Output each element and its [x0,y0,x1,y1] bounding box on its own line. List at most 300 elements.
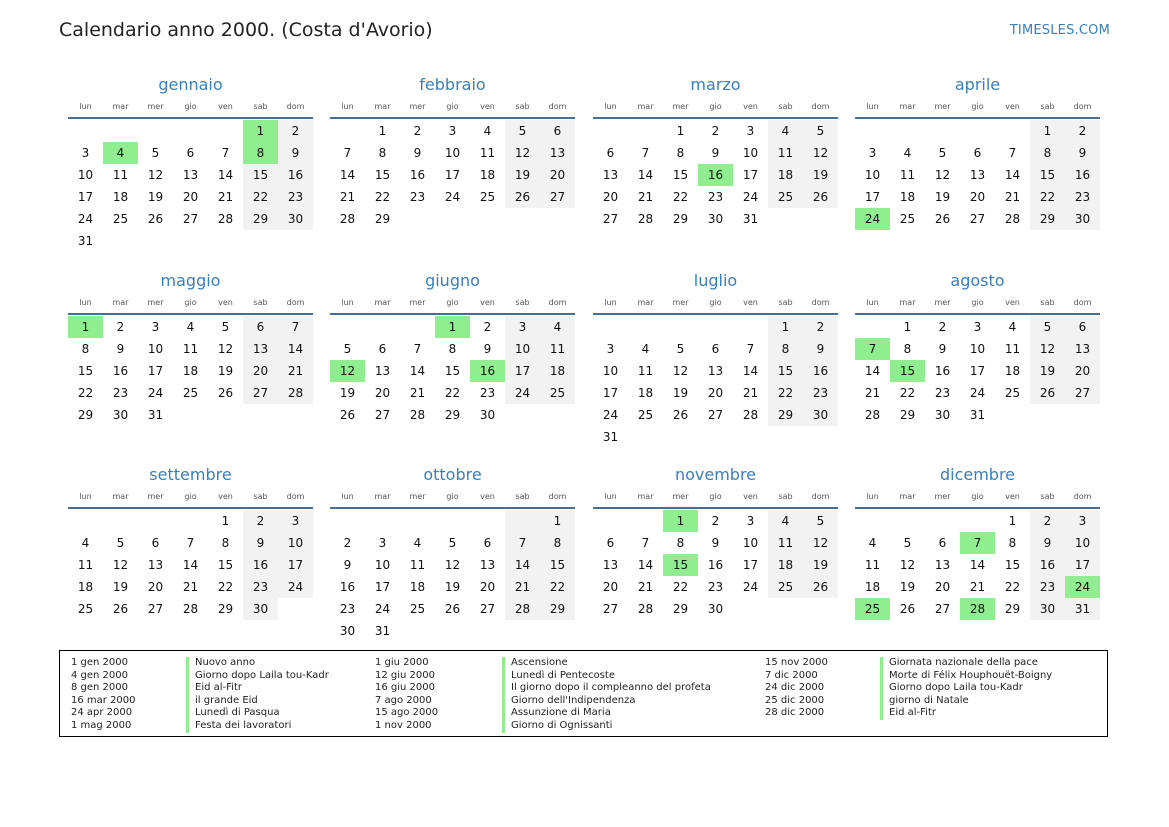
legend-entry: Giorno dopo Laila tou-Kadr [889,682,1023,694]
weekday-label: gio [709,492,722,501]
legend-entry: giorno di Natale [889,694,969,706]
day-cell: 10 [147,342,164,356]
day-cell: 20 [602,580,619,594]
legend-entry: 15 nov 2000 [765,657,828,668]
day-cell: 20 [540,164,575,186]
day-cell: 4 [641,342,650,356]
weekday-label: mar [112,298,129,307]
day-cell: 29 [217,602,234,616]
day-cell: 17 [77,190,94,204]
empty-day-cell [173,120,208,142]
day-cell: 16 [803,360,838,382]
day-cell: 15 [77,364,94,378]
month-luglio [593,271,838,448]
day-grid [855,510,1100,620]
day-cell: 4 [868,536,877,550]
brand-link[interactable]: TIMESLES.COM [1009,23,1110,38]
weekday-label: sab [253,102,268,111]
weekday-label: ven [218,492,233,501]
day-cell: 12 [147,168,164,182]
day-cell: 9 [803,338,838,360]
holiday-day-cell: 24 [855,208,890,230]
day-cell: 16 [112,364,129,378]
holiday-legend [59,650,1108,737]
weekday-label: gio [446,102,459,111]
day-cell: 14 [217,168,234,182]
day-cell: 9 [1065,142,1100,164]
weekday-label: lun [866,102,879,111]
legend-entry: 8 gen 2000 [71,682,129,694]
day-cell: 27 [243,382,278,404]
day-cell: 6 [606,536,615,550]
legend-entry: 25 dic 2000 [765,694,825,706]
day-cell: 10 [444,146,461,160]
day-cell: 14 [1004,168,1021,182]
header-rule [68,117,313,119]
day-cell: 17 [864,190,881,204]
weekday-label: lun [341,298,354,307]
day-cell: 8 [540,532,575,554]
legend-entry: Eid al-Fitr [889,707,936,719]
day-cell: 11 [768,142,803,164]
day-cell: 21 [637,580,654,594]
day-cell: 14 [637,558,654,572]
empty-day-cell [995,120,1030,142]
day-cell: 2 [938,320,947,334]
day-cell: 16 [409,168,426,182]
day-cell: 30 [339,624,356,638]
day-cell: 11 [637,364,654,378]
weekday-label: sab [253,298,268,307]
legend-names-col2 [502,657,711,733]
day-cell: 5 [151,146,160,160]
day-cell: 26 [934,212,951,226]
weekday-label: gio [446,298,459,307]
day-cell: 14 [969,558,986,572]
day-cell: 18 [479,168,496,182]
day-cell: 8 [448,342,457,356]
day-cell: 11 [112,168,129,182]
day-cell: 26 [803,576,838,598]
month-name: ottobre [423,465,482,484]
legend-entry: 7 ago 2000 [375,694,432,706]
holiday-day-cell: 16 [698,164,733,186]
day-grid [68,316,313,426]
month-dicembre [855,465,1100,620]
legend-entry: Lunedì di Pentecoste [511,669,615,681]
day-cell: 20 [1065,360,1100,382]
day-cell: 25 [540,382,575,404]
day-cell: 7 [186,536,195,550]
day-cell: 2 [803,316,838,338]
day-cell: 29 [899,408,916,422]
day-cell: 19 [1030,360,1065,382]
day-cell: 27 [540,186,575,208]
day-cell: 6 [186,146,195,160]
day-cell: 15 [374,168,391,182]
day-cell: 14 [742,364,759,378]
day-cell: 16 [934,364,951,378]
day-cell: 4 [903,146,912,160]
weekday-label: gio [446,492,459,501]
day-cell: 24 [505,382,540,404]
empty-day-cell [138,510,173,532]
day-cell: 13 [540,142,575,164]
day-cell: 18 [1004,364,1021,378]
empty-day-cell [103,510,138,532]
day-cell: 14 [182,558,199,572]
day-cell: 21 [505,576,540,598]
empty-day-cell [890,510,925,532]
weekday-label: ven [1005,298,1020,307]
day-cell: 27 [182,212,199,226]
month-name: marzo [690,75,741,94]
day-cell: 19 [444,580,461,594]
day-cell: 3 [151,320,160,334]
day-cell: 29 [374,212,391,226]
day-cell: 28 [637,212,654,226]
month-maggio [68,271,313,426]
weekday-header [855,98,1100,115]
day-cell: 22 [374,190,391,204]
day-cell: 25 [77,602,94,616]
day-cell: 27 [934,602,951,616]
day-cell: 19 [672,386,689,400]
day-cell: 23 [243,576,278,598]
day-cell: 12 [1030,338,1065,360]
day-grid [68,510,313,620]
weekday-header [330,294,575,311]
weekday-label: lun [866,298,879,307]
day-grid [330,510,575,642]
day-cell: 25 [182,386,199,400]
day-cell: 29 [672,212,689,226]
day-cell: 26 [1030,382,1065,404]
day-cell: 27 [1065,382,1100,404]
legend-entry: Festa dei lavoratori [195,719,292,731]
day-cell: 21 [339,190,356,204]
weekday-label: dom [1073,492,1092,501]
holiday-day-cell: 12 [330,360,365,382]
day-cell: 7 [343,146,352,160]
weekday-label: mer [672,298,689,307]
day-cell: 31 [147,408,164,422]
day-cell: 10 [969,342,986,356]
day-cell: 8 [81,342,90,356]
day-cell: 7 [221,146,230,160]
day-cell: 11 [409,558,426,572]
empty-day-cell [890,120,925,142]
day-cell: 16 [1065,164,1100,186]
legend-dates-col2 [375,657,438,733]
day-cell: 11 [864,558,881,572]
day-cell: 8 [1030,142,1065,164]
legend-entry: 24 apr 2000 [71,707,133,719]
day-cell: 17 [602,386,619,400]
legend-dates-col3 [765,657,828,720]
day-cell: 30 [1030,598,1065,620]
header-rule [330,313,575,315]
empty-day-cell [208,120,243,142]
legend-entry: il grande Eid [195,694,258,706]
legend-entry: 16 mar 2000 [71,694,136,706]
day-cell: 21 [969,580,986,594]
day-cell: 8 [903,342,912,356]
legend-entry: Il giorno dopo il compleanno del profeta [511,682,711,694]
day-cell: 25 [768,186,803,208]
day-cell: 22 [672,580,689,594]
month-name: dicembre [939,465,1016,484]
day-cell: 19 [217,364,234,378]
day-cell: 10 [602,364,619,378]
empty-day-cell [925,120,960,142]
day-cell: 25 [1004,386,1021,400]
day-cell: 10 [742,146,759,160]
day-cell: 25 [899,212,916,226]
empty-day-cell [593,120,628,142]
empty-day-cell [330,120,365,142]
day-cell: 24 [77,212,94,226]
day-cell: 13 [969,168,986,182]
month-gennaio [68,75,313,252]
holiday-day-cell: 1 [243,120,278,142]
day-cell: 8 [676,536,685,550]
day-cell: 28 [217,212,234,226]
day-cell: 22 [217,580,234,594]
day-cell: 15 [540,554,575,576]
day-cell: 28 [182,602,199,616]
day-cell: 18 [768,164,803,186]
day-cell: 22 [540,576,575,598]
day-cell: 12 [899,558,916,572]
day-cell: 17 [1065,554,1100,576]
day-grid [593,510,838,620]
day-cell: 26 [147,212,164,226]
day-cell: 20 [969,190,986,204]
day-cell: 19 [112,580,129,594]
month-ottobre [330,465,575,642]
day-cell: 12 [803,142,838,164]
day-cell: 3 [1065,510,1100,532]
empty-day-cell [855,120,890,142]
month-name: febbraio [419,75,486,94]
day-cell: 12 [934,168,951,182]
day-cell: 3 [278,510,313,532]
day-cell: 27 [147,602,164,616]
day-cell: 30 [278,208,313,230]
empty-day-cell [68,510,103,532]
weekday-header [330,488,575,505]
holiday-day-cell: 15 [890,360,925,382]
weekday-label: mer [672,102,689,111]
day-cell: 20 [934,580,951,594]
day-cell: 6 [243,316,278,338]
month-name: giugno [425,271,480,290]
weekday-label: mar [637,492,654,501]
day-cell: 25 [479,190,496,204]
day-cell: 4 [483,124,492,138]
weekday-label: lun [604,298,617,307]
weekday-label: dom [548,298,567,307]
holiday-day-cell: 1 [435,316,470,338]
day-cell: 28 [864,408,881,422]
day-cell: 8 [221,536,230,550]
legend-entry: Giorno dopo Laila tou-Kadr [195,669,329,681]
weekday-label: gio [184,492,197,501]
empty-day-cell [698,316,733,338]
day-cell: 23 [278,186,313,208]
day-cell: 29 [243,208,278,230]
empty-day-cell [593,510,628,532]
weekday-label: sab [515,298,530,307]
day-cell: 28 [637,602,654,616]
weekday-label: mer [672,492,689,501]
day-cell: 26 [899,602,916,616]
day-cell: 13 [243,338,278,360]
day-cell: 18 [864,580,881,594]
month-name: settembre [149,465,232,484]
day-cell: 18 [637,386,654,400]
day-cell: 25 [637,408,654,422]
day-cell: 19 [803,554,838,576]
day-cell: 3 [606,342,615,356]
day-cell: 18 [899,190,916,204]
empty-day-cell [925,510,960,532]
legend-entry: Giorno dell'Indipendenza [511,694,636,706]
weekday-label: sab [1040,492,1055,501]
day-cell: 21 [278,360,313,382]
day-cell: 6 [540,120,575,142]
weekday-label: mar [899,298,916,307]
holiday-day-cell: 4 [103,142,138,164]
weekday-label: sab [1040,298,1055,307]
day-cell: 24 [742,190,759,204]
day-cell: 3 [505,316,540,338]
day-cell: 10 [374,558,391,572]
month-aprile [855,75,1100,230]
weekday-label: sab [515,492,530,501]
day-cell: 12 [505,142,540,164]
weekday-label: dom [811,492,830,501]
day-cell: 6 [1065,316,1100,338]
day-cell: 22 [444,386,461,400]
legend-entry: 15 ago 2000 [375,707,439,719]
day-cell: 9 [243,532,278,554]
day-cell: 24 [444,190,461,204]
day-cell: 17 [742,168,759,182]
day-cell: 11 [479,146,496,160]
weekday-label: sab [253,492,268,501]
day-cell: 31 [1065,598,1100,620]
day-cell: 2 [483,320,492,334]
holiday-day-cell: 24 [1065,576,1100,598]
day-cell: 17 [969,364,986,378]
weekday-label: lun [79,298,92,307]
day-cell: 22 [243,186,278,208]
day-cell: 26 [672,408,689,422]
weekday-header [855,488,1100,505]
day-cell: 4 [768,510,803,532]
day-cell: 28 [1004,212,1021,226]
weekday-label: ven [480,102,495,111]
day-cell: 13 [602,168,619,182]
empty-day-cell [663,316,698,338]
day-cell: 9 [483,342,492,356]
day-cell: 5 [676,342,685,356]
weekday-label: lun [79,102,92,111]
day-cell: 28 [409,408,426,422]
day-cell: 5 [803,120,838,142]
header-rule [855,313,1100,315]
header-rule [855,117,1100,119]
day-cell: 20 [479,580,496,594]
day-cell: 2 [1065,120,1100,142]
legend-names-col3 [880,657,1052,720]
day-cell: 13 [707,364,724,378]
month-febbraio [330,75,575,230]
day-cell: 15 [1030,164,1065,186]
day-cell: 19 [899,580,916,594]
day-cell: 7 [641,146,650,160]
empty-day-cell [103,120,138,142]
day-cell: 8 [768,338,803,360]
day-cell: 2 [116,320,125,334]
weekday-label: lun [79,492,92,501]
day-cell: 31 [602,430,619,444]
weekday-label: dom [1073,102,1092,111]
day-cell: 11 [768,532,803,554]
day-cell: 24 [374,602,391,616]
weekday-label: mar [374,492,391,501]
header-rule [855,507,1100,509]
weekday-header [68,488,313,505]
empty-day-cell [330,510,365,532]
day-grid [330,120,575,230]
day-cell: 1 [768,316,803,338]
empty-day-cell [470,510,505,532]
header-rule [593,507,838,509]
day-cell: 24 [602,408,619,422]
weekday-label: gio [971,102,984,111]
day-cell: 4 [413,536,422,550]
weekday-label: lun [604,492,617,501]
day-cell: 9 [116,342,125,356]
day-cell: 3 [973,320,982,334]
weekday-label: lun [866,492,879,501]
day-cell: 1 [676,124,685,138]
weekday-label: mer [147,102,164,111]
day-cell: 30 [707,212,724,226]
day-cell: 16 [1030,554,1065,576]
holiday-day-cell: 25 [855,598,890,620]
day-cell: 16 [339,580,356,594]
weekday-label: dom [548,492,567,501]
weekday-label: sab [1040,102,1055,111]
day-cell: 7 [278,316,313,338]
day-cell: 30 [112,408,129,422]
day-cell: 9 [413,146,422,160]
day-cell: 6 [483,536,492,550]
holiday-day-cell: 8 [243,142,278,164]
day-cell: 11 [1004,342,1021,356]
weekday-label: mer [934,492,951,501]
legend-entry: Giorno di Ognissanti [511,719,613,731]
day-cell: 6 [711,342,720,356]
day-cell: 5 [221,320,230,334]
day-cell: 20 [374,386,391,400]
weekday-label: mar [637,102,654,111]
day-cell: 28 [742,408,759,422]
